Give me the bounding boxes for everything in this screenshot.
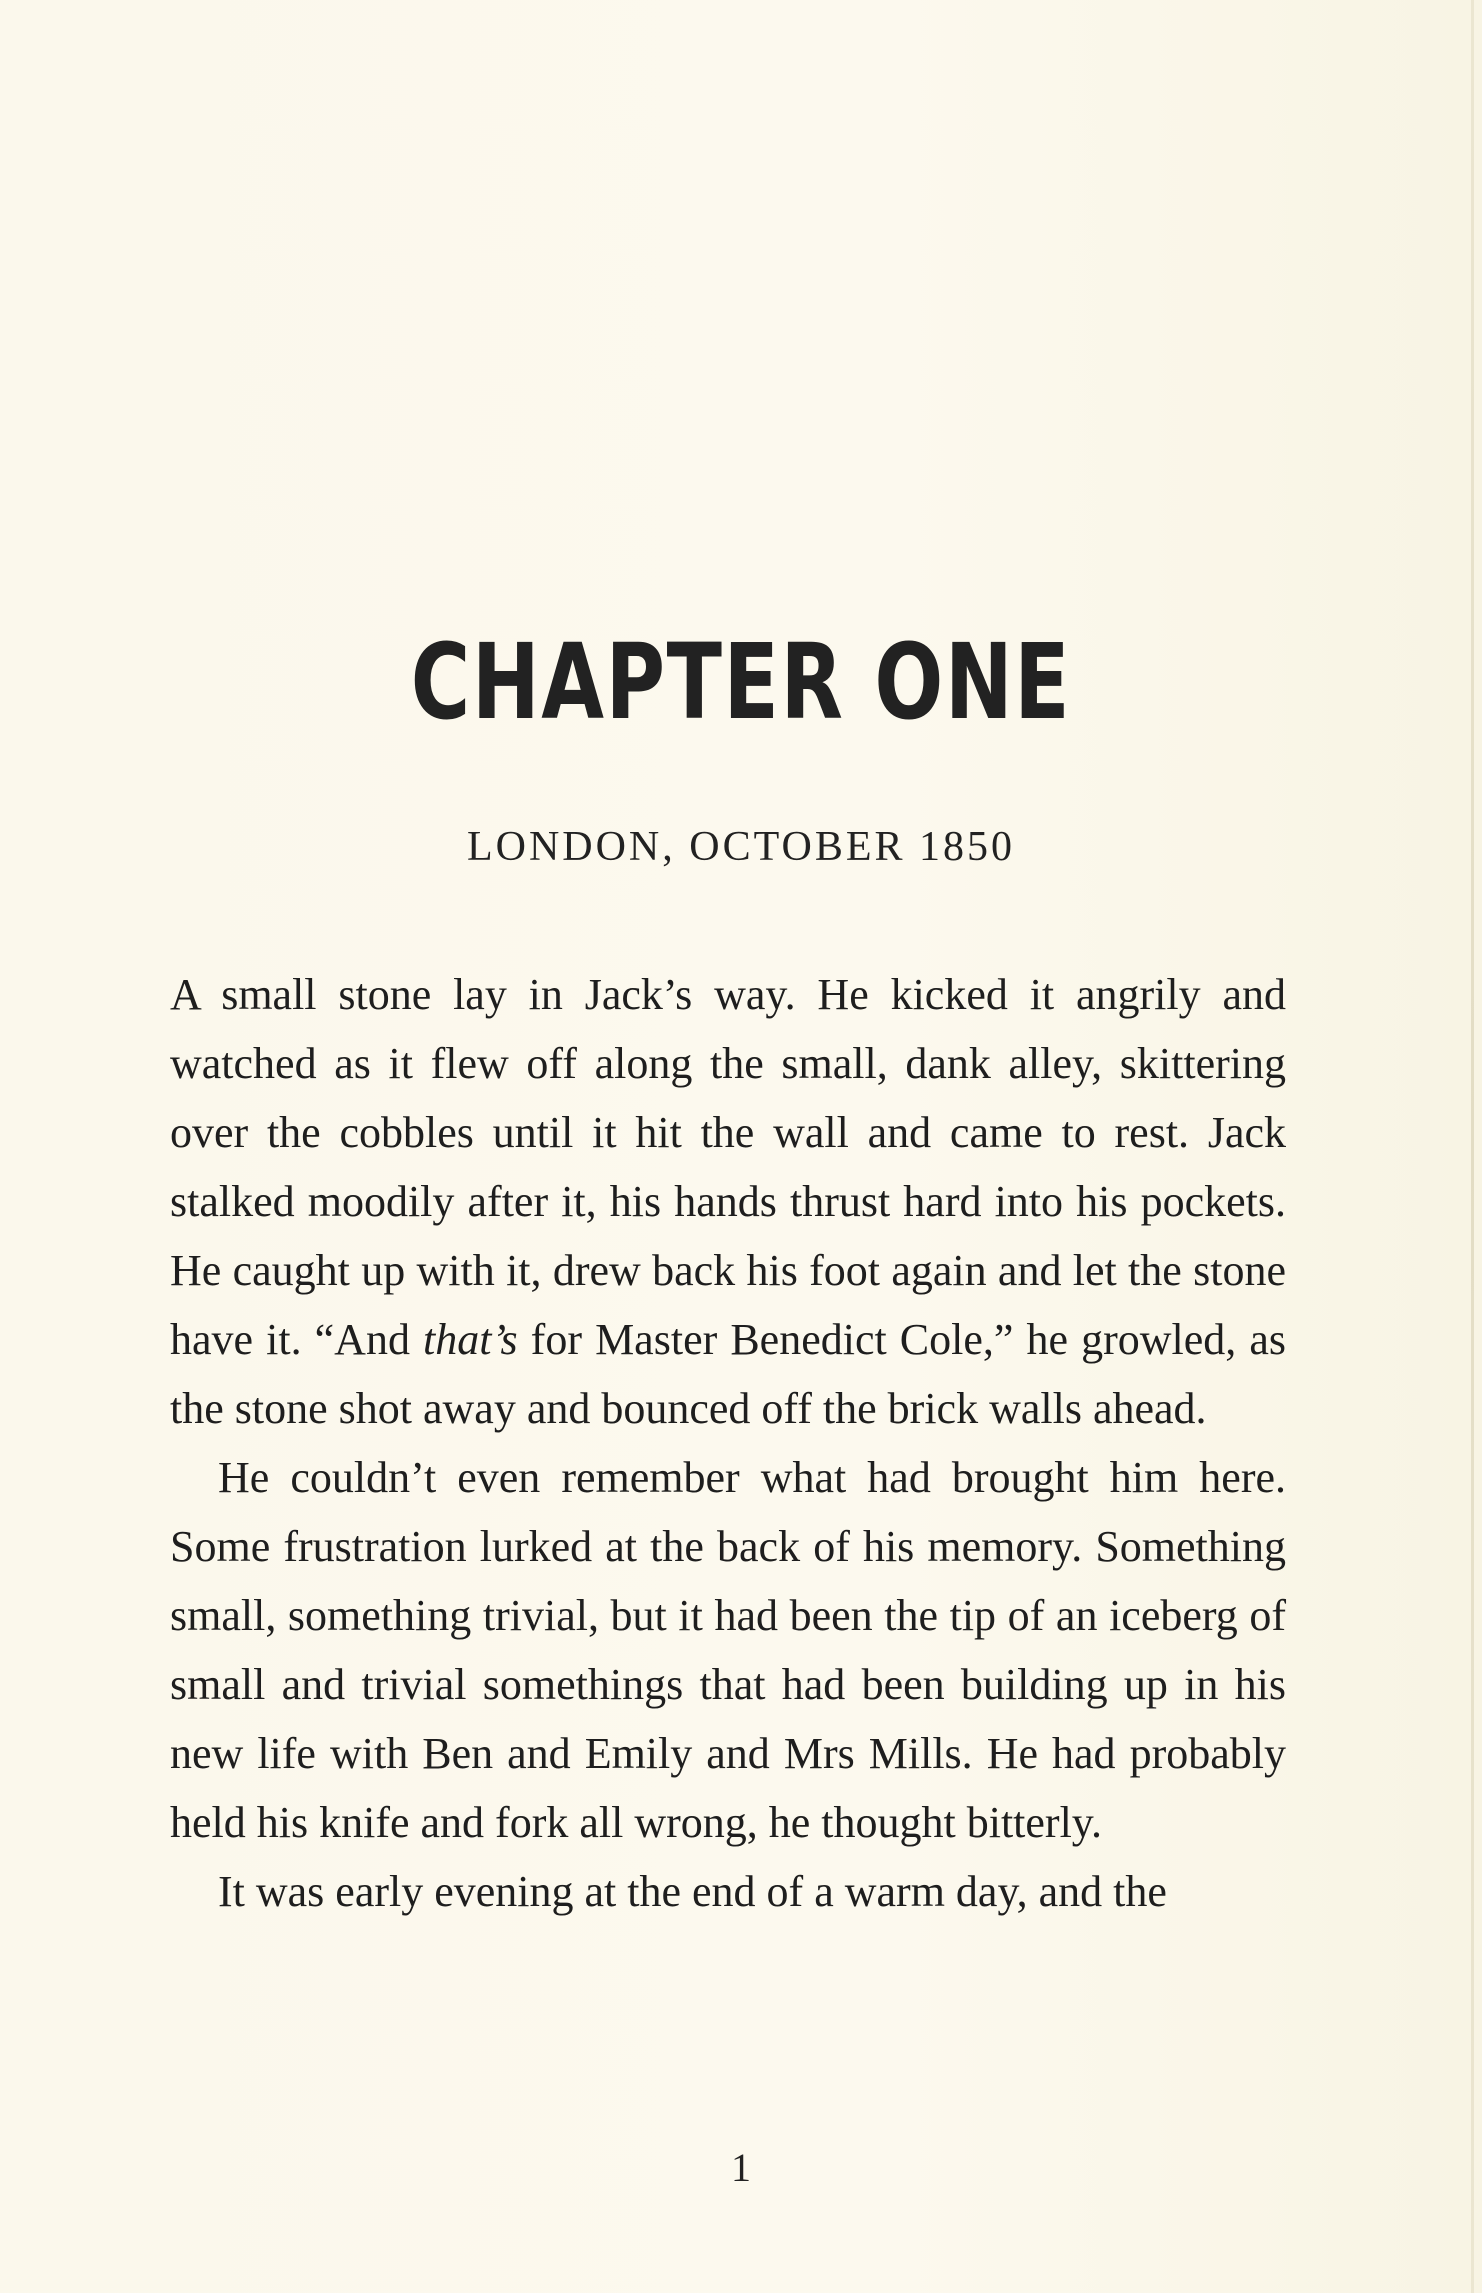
page-edge: [1471, 0, 1474, 2293]
paragraph-1-emphasis: that’s: [423, 1315, 518, 1364]
paragraph-1-before: A small stone lay in Jack’s way. He kicked it angrily and watched as it flew off along the small, dank alley, skittering over the cobbles until it hit the wall and came to rest. Jack stalked moodily after it, his hands thrust hard into his pockets. He caught up with it, drew back his foot again and let the stone have it. “And: [170, 970, 1286, 1364]
paragraph-3: It was early evening at the end of a warm day, and the: [218, 1867, 1167, 1916]
body-text: [170, 960, 1286, 1926]
paragraph-1-after: for Master Benedict Cole,” he growled, as the stone shot away and bounced off the brick walls ahead.: [170, 1315, 1286, 1433]
chapter-dateline: LONDON, OCTOBER 1850: [466, 824, 1016, 870]
paragraph-2: He couldn’t even remember what had brought him here. Some frustration lurked at the back of his memory. Something small, something trivial, but it had been the tip of an iceberg of small and trivial somethings that had been building up in his new life with Ben and Emily and Mrs Mills. He had probably held his knife and fork all wrong, he thought bitterly.: [170, 1453, 1286, 1847]
paragraph-1: [170, 960, 1286, 1443]
page-number: 1: [731, 2145, 751, 2190]
chapter-title: CHAPTER ONE: [410, 620, 1072, 743]
